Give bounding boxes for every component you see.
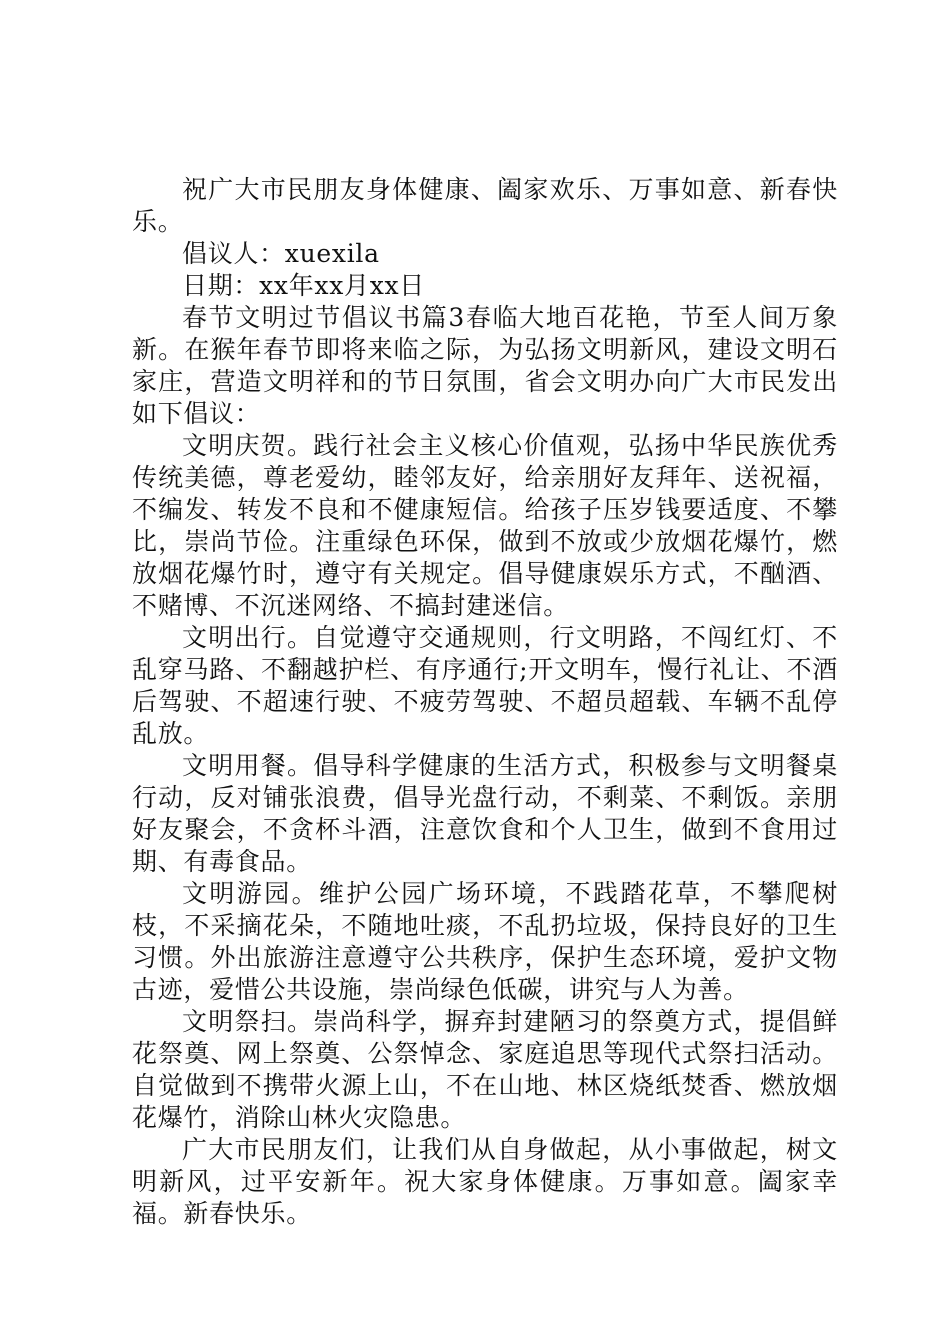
paragraph-proposal-intro: 春节文明过节倡议书篇3春临大地百花艳，节至人间万象新。在猴年春节即将来临之际，为弘扬文明新风，建设文明石家庄，营造文明祥和的节日氛围，省会文明办向广大市民发出如下倡议： (132, 303, 838, 428)
paragraph-date: 日期：xx年xx月xx日 (182, 271, 425, 300)
paragraph-civil-celebration: 文明庆贺。践行社会主义核心价值观，弘扬中华民族优秀传统美德，尊老爱幼，睦邻友好，给亲朋好友拜年、送祝福，不编发、转发不良和不健康短信。给孩子压岁钱要适度、不攀比，崇尚节俭。注重绿色环保，做到不放或少放烟花爆竹，燃放烟花爆竹时，遵守有关规定。倡导健康娱乐方式，不酗酒、不赌博、不沉迷网络、不搞封建迷信。 (132, 431, 838, 620)
document-body (132, 174, 838, 1230)
paragraph-civil-park-visit: 文明游园。维护公园广场环境，不践踏花草，不攀爬树枝，不采摘花朵，不随地吐痰，不乱扔垃圾，保持良好的卫生习惯。外出旅游注意遵守公共秩序，保护生态环境，爱护文物古迹，爱惜公共设施，崇尚绿色低碳，讲究与人为善。 (132, 879, 838, 1004)
paragraph-greeting: 祝广大市民朋友身体健康、阖家欢乐、万事如意、新春快乐。 (132, 175, 838, 236)
paragraph-civil-dining: 文明用餐。倡导科学健康的生活方式，积极参与文明餐桌行动，反对铺张浪费，倡导光盘行动，不剩菜、不剩饭。亲朋好友聚会，不贪杯斗酒，注意饮食和个人卫生，做到不食用过期、有毒食品。 (132, 751, 838, 876)
paragraph-closing: 广大市民朋友们，让我们从自身做起，从小事做起，树文明新风，过平安新年。祝大家身体健康。万事如意。阖家幸福。新春快乐。 (132, 1135, 838, 1228)
paragraph-civil-travel: 文明出行。自觉遵守交通规则，行文明路，不闯红灯、不乱穿马路、不翻越护栏、有序通行;开文明车，慢行礼让、不酒后驾驶、不超速行驶、不疲劳驾驶、不超员超载、车辆不乱停乱放。 (132, 623, 838, 748)
paragraph-civil-tomb-sweeping: 文明祭扫。崇尚科学，摒弃封建陋习的祭奠方式，提倡鲜花祭奠、网上祭奠、公祭悼念、家庭追思等现代式祭扫活动。自觉做到不携带火源上山，不在山地、林区烧纸焚香、燃放烟花爆竹，消除山林火灾隐患。 (132, 1007, 838, 1132)
paragraph-initiator: 倡议人：xuexila (182, 239, 380, 268)
